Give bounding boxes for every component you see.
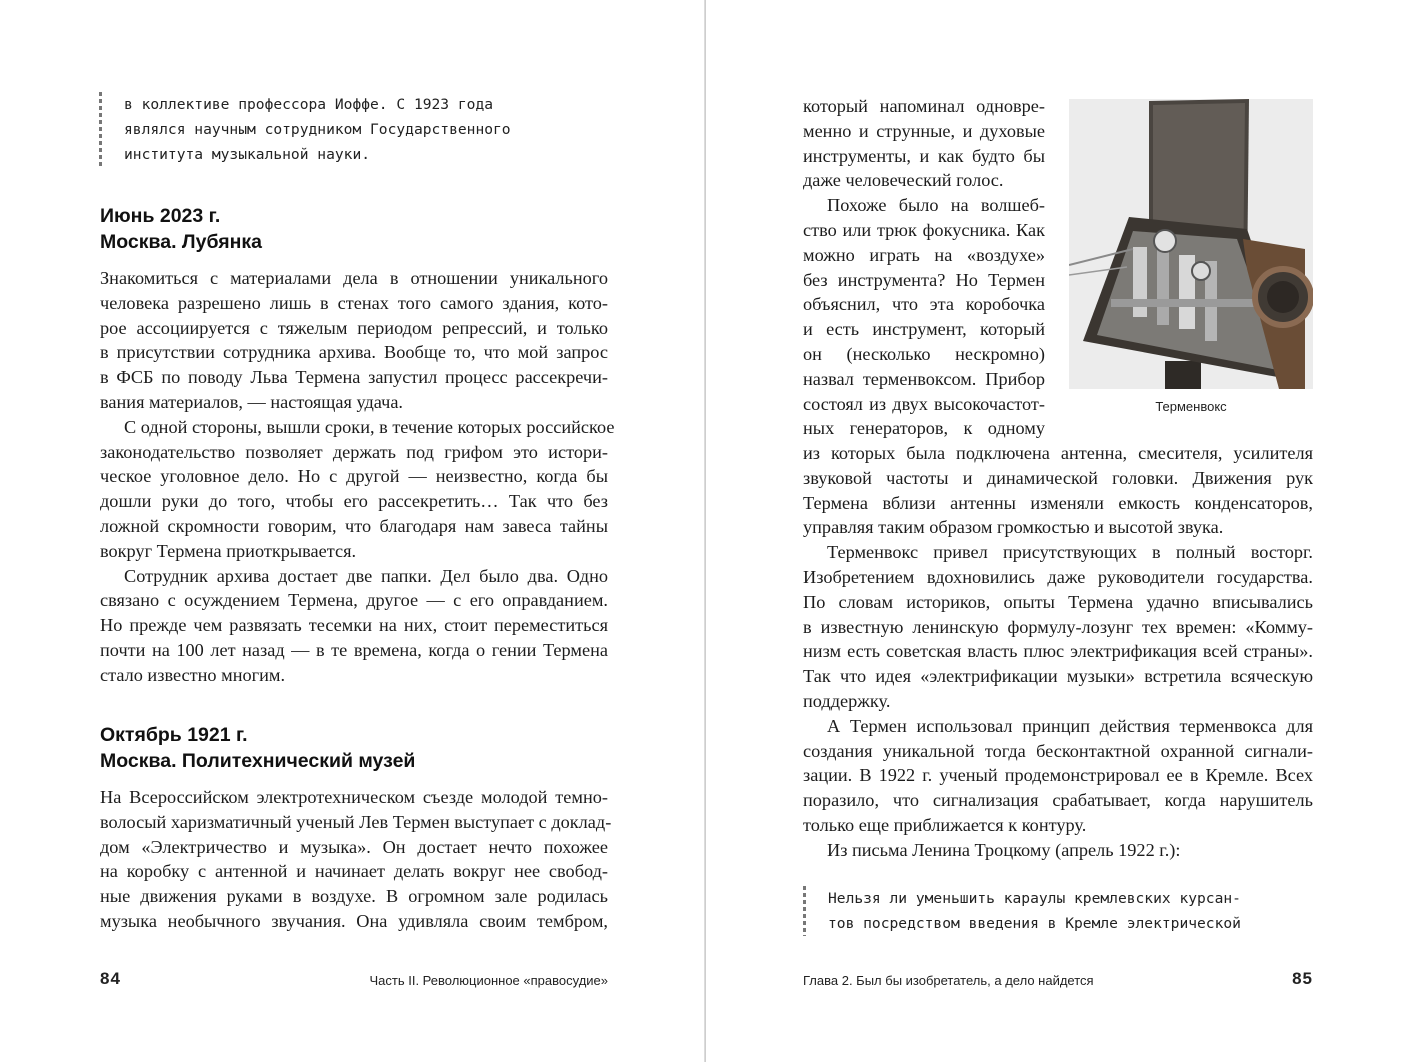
text-line: рое ассоциируется с тяжелым периодом репрессий, и только (100, 317, 608, 338)
text-line: музыка необычного звучания. Она удивляла своим тембром, (100, 910, 608, 931)
text-line: управляя таким образом громкостью и высотой звука. (803, 517, 1224, 538)
text-line: менно и струнные, и духовые (803, 120, 1045, 141)
text-line: По словам историков, опыты Термена удачно вписывались (803, 591, 1313, 612)
theremin-photo (1069, 99, 1313, 389)
quote-block (828, 886, 1314, 936)
text-line: состоял из двух высокочастот- (803, 393, 1045, 414)
text-line: законодательство позволяет держать под грифом это истори- (100, 441, 608, 462)
text-line: дом «Электричество и музыка». Он достает нечто похожее (100, 836, 608, 857)
body-text-narrow (803, 94, 1045, 441)
body-text (100, 785, 612, 934)
text-line: из которых была подключена антенна, смесителя, усилителя (803, 443, 1313, 463)
text-line: назвал терменвоксом. Прибор (803, 368, 1045, 389)
text-line: поразило, что сигнализация срабатывает, когда нарушитель (803, 790, 1313, 811)
text-line: связано с осуждением Термена, другое — с его оправданием. (100, 590, 608, 611)
text-line: вания материалов, — настоящая удача. (100, 391, 404, 412)
quote-line: Нельзя ли уменьшить караулы кремлевских курсан- (828, 890, 1241, 907)
text-line: ческое уголовное дело. Но с другой — неизвестно, когда бы (100, 466, 608, 487)
text-line: в известную ленинскую формулу-лозунг тех времен: «Комму- (803, 616, 1313, 637)
figure-caption: Терменвокс (1155, 399, 1227, 414)
text-line: только еще приближается к контуру. (803, 814, 1087, 835)
text-line: Термена вблизи антенны изменяли емкость конденсаторов, (803, 492, 1313, 513)
text-line: в ФСБ по поводу Льва Термена запустил процесс рассекречи- (100, 367, 608, 388)
quote-line: института музыкальной науки. (124, 146, 371, 163)
text-line: звуковой частоты и динамической головки. Движения рук (803, 467, 1313, 488)
quote-block (124, 92, 608, 167)
text-line: Терменвокс привел присутствующих в полный восторг. (827, 542, 1313, 563)
text-line: он (несколько нескромно) (803, 343, 1045, 364)
quote-bracket (99, 92, 102, 167)
text-line: ложной скромности говорим, что благодаря нам завеса тайны (100, 515, 608, 536)
text-line: Так что идея «электрификации музыки» встретила всяческую (803, 666, 1313, 687)
page-number: 84 (100, 969, 121, 988)
text-line: поддержку. (803, 690, 891, 711)
text-line: стало известно многим. (100, 664, 286, 685)
text-line: создания уникальной тогда бесконтактной охранной сигнали- (803, 740, 1313, 761)
text-line: Сотрудник архива достает две папки. Дел было два. Одно (124, 565, 608, 586)
text-line: На Всероссийском электротехническом съезде молодой темно- (100, 787, 608, 807)
right-page (706, 0, 1410, 1062)
text-line: и есть инструмент, который (803, 319, 1045, 340)
quote-line: являлся научным сотрудником Государственного (124, 121, 511, 138)
text-line: который напоминал одновре- (803, 96, 1045, 116)
theremin-illustration (1069, 99, 1313, 389)
text-line: Но прежде чем развязать тесемки на них, стоит переместиться (100, 615, 608, 636)
text-line: низм есть советская власть плюс электрификация всей страны». (803, 641, 1313, 662)
heading-place: Москва. Политехнический музей (100, 750, 416, 772)
text-line: ных генераторов, к одному (803, 418, 1045, 439)
quote-bracket (803, 886, 806, 936)
text-line: инструменты, и как будто бы (803, 145, 1045, 166)
heading-date: Июнь 2023 г. (100, 205, 221, 227)
text-line: волосый харизматичный ученый Лев Термен выступает с доклад- (100, 811, 612, 832)
quote-line: тов посредством введения в Кремле электрической (828, 915, 1241, 932)
heading-place: Москва. Лубянка (100, 231, 262, 253)
text-line: человека разрешено лишь в стенах того самого здания, кото- (100, 292, 608, 313)
text-line: можно играть на «воздухе» (803, 244, 1045, 265)
text-line: на коробку с антенной и начинает делать вокруг нее свобод- (100, 861, 608, 882)
text-line: в присутствии сотрудника архива. Вообще то, что мой запрос (100, 342, 608, 363)
text-line: Похоже было на волшеб- (827, 195, 1045, 216)
text-line: даже человеческий голос. (803, 170, 1004, 191)
text-line: А Термен использовал принцип действия терменвокса для (827, 715, 1313, 736)
text-line: ные движения руками в воздухе. В огромном зале родилась (100, 886, 608, 907)
text-line: ство или трюк фокусника. Как (803, 219, 1045, 240)
text-line: Изобретением вдохновились даже руководители государства. (803, 566, 1313, 587)
text-line: Знакомиться с материалами дела в отношении уникального (100, 268, 608, 288)
body-text (803, 441, 1313, 863)
text-line: без инструмента? Но Термен (803, 269, 1045, 290)
running-head: Часть II. Революционное «правосудие» (369, 973, 608, 988)
text-line: С одной стороны, вышли сроки, в течение которых российское (124, 416, 615, 437)
section-heading (100, 722, 415, 774)
running-head: Глава 2. Был бы изобретатель, а дело найдется (803, 973, 1094, 988)
quote-line: в коллективе профессора Иоффе. С 1923 года (124, 96, 494, 113)
text-line: почти на 100 лет назад — в те времена, когда о гении Термена (100, 639, 608, 660)
heading-date: Октябрь 1921 г. (100, 724, 248, 746)
text-line: зации. В 1922 г. ученый продемонстрировал ее в Кремле. Всех (803, 765, 1313, 786)
body-text (100, 266, 615, 688)
text-line: дошли руки до того, чтобы его рассекретить… Так что без (100, 491, 608, 512)
text-line: вокруг Термена приоткрывается. (100, 540, 357, 561)
section-heading (100, 203, 262, 255)
text-line: Из письма Ленина Троцкому (апрель 1922 г.): (827, 839, 1181, 860)
page-number: 85 (1292, 969, 1313, 988)
text-line: объяснил, что эта коробочка (803, 294, 1045, 315)
